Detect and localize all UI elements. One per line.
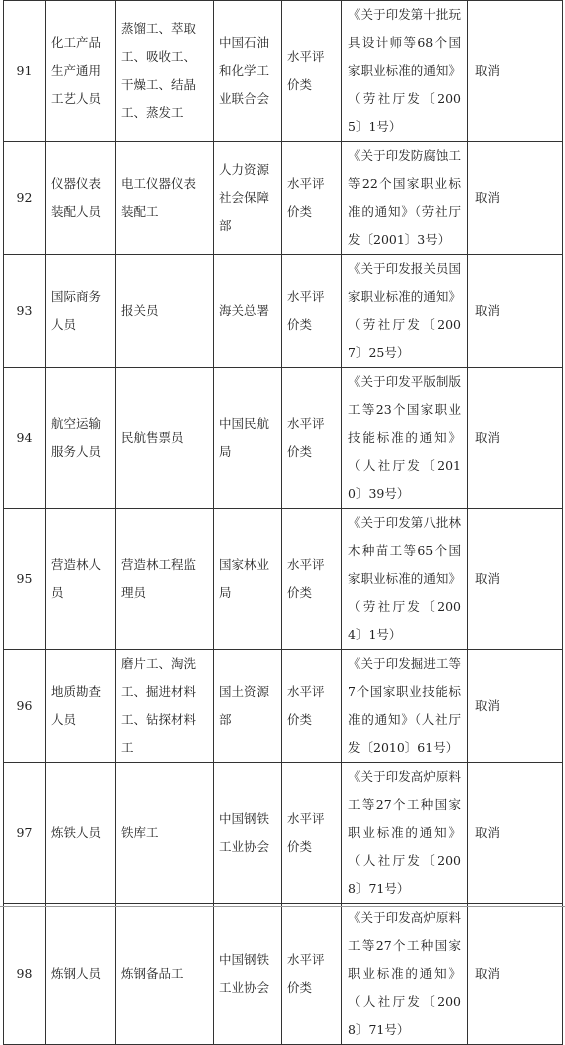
department: 海关总署 [214,255,282,368]
result-status: 取消 [468,255,563,368]
department: 中国民航局 [214,368,282,509]
policy-document: 《关于印发报关员国家职业标准的通知》（劳社厅发〔2007〕25号） [342,255,468,368]
job-title: 蒸馏工、萃取工、吸收工、干燥工、结晶工、蒸发工 [116,1,214,142]
result-status: 取消 [468,368,563,509]
occupation-category: 国际商务人员 [46,255,116,368]
policy-document: 《关于印发掘进工等7个国家职业技能标准的通知》（人社厅发〔2010〕61号） [342,650,468,763]
row-number: 93 [4,255,46,368]
policy-document: 《关于印发第十批玩具设计师等68个国家职业标准的通知》（劳社厅发〔2005〕1号） [342,1,468,142]
job-title: 电工仪器仪表装配工 [116,142,214,255]
job-title: 磨片工、淘洗工、掘进材料工、钻探材料工 [116,650,214,763]
row-number: 92 [4,142,46,255]
result-status: 取消 [468,904,563,1045]
occupation-category: 营造林人员 [46,509,116,650]
occupation-category: 炼钢人员 [46,904,116,1045]
occupation-table [3,0,563,1045]
policy-document: 《关于印发第八批林木种苗工等65个国家职业标准的通知》（劳社厅发〔2004〕1号） [342,509,468,650]
row-number: 95 [4,509,46,650]
department: 中国石油和化学工业联合会 [214,1,282,142]
document-page [3,0,563,1045]
occupation-category: 仪器仪表装配人员 [46,142,116,255]
department: 中国钢铁工业协会 [214,904,282,1045]
row-number: 91 [4,1,46,142]
table-row [4,650,563,763]
department: 国土资源部 [214,650,282,763]
row-number: 94 [4,368,46,509]
occupation-category: 化工产品生产通用工艺人员 [46,1,116,142]
page-bottom-divider [0,906,565,907]
row-number: 97 [4,763,46,904]
evaluation-type: 水平评价类 [282,368,342,509]
department: 人力资源社会保障部 [214,142,282,255]
table-body [4,1,563,1045]
row-number: 96 [4,650,46,763]
job-title: 炼钢备品工 [116,904,214,1045]
evaluation-type: 水平评价类 [282,1,342,142]
result-status: 取消 [468,763,563,904]
evaluation-type: 水平评价类 [282,904,342,1045]
result-status: 取消 [468,509,563,650]
result-status: 取消 [468,142,563,255]
evaluation-type: 水平评价类 [282,255,342,368]
evaluation-type: 水平评价类 [282,509,342,650]
policy-document: 《关于印发高炉原料工等27个工种国家职业标准的通知》（人社厅发〔2008〕71号） [342,763,468,904]
job-title: 铁库工 [116,763,214,904]
table-row [4,1,563,142]
table-row [4,368,563,509]
table-row [4,763,563,904]
department: 国家林业局 [214,509,282,650]
occupation-category: 炼铁人员 [46,763,116,904]
job-title: 民航售票员 [116,368,214,509]
job-title: 营造林工程监理员 [116,509,214,650]
table-row [4,255,563,368]
department: 中国钢铁工业协会 [214,763,282,904]
occupation-category: 航空运输服务人员 [46,368,116,509]
result-status: 取消 [468,1,563,142]
result-status: 取消 [468,650,563,763]
evaluation-type: 水平评价类 [282,650,342,763]
table-row [4,509,563,650]
job-title: 报关员 [116,255,214,368]
policy-document: 《关于印发平版制版工等23个国家职业技能标准的通知》（人社厅发〔2010〕39号） [342,368,468,509]
evaluation-type: 水平评价类 [282,763,342,904]
table-row [4,904,563,1045]
row-number: 98 [4,904,46,1045]
occupation-category: 地质勘查人员 [46,650,116,763]
policy-document: 《关于印发防腐蚀工等22个国家职业标准的通知》（劳社厅发〔2001〕3号） [342,142,468,255]
policy-document: 《关于印发高炉原料工等27个工种国家职业标准的通知》（人社厅发〔2008〕71号） [342,904,468,1045]
evaluation-type: 水平评价类 [282,142,342,255]
table-row [4,142,563,255]
